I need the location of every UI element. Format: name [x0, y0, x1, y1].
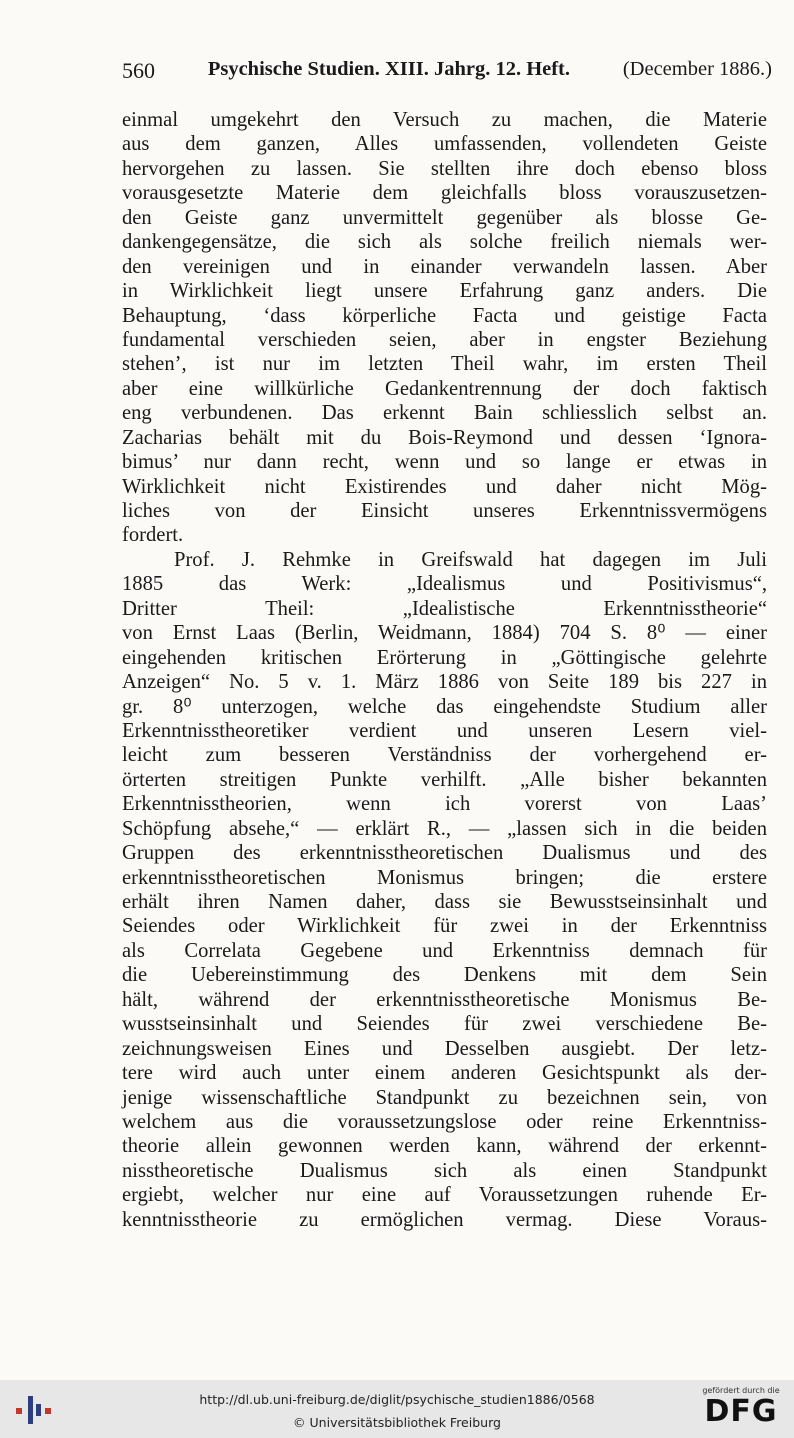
text-line: hervorgehen zu lassen. Sie stellten ihre doch ebenso bloss	[122, 157, 767, 180]
text-line: hält, während der erkenntnisstheoretische Monismus Be-	[122, 988, 767, 1011]
text-line: liches von der Einsicht unseres Erkenntnissvermögens	[122, 500, 767, 522]
text-line: jenige wissenschaftliche Standpunkt zu bezeichnen sein, von	[122, 1086, 767, 1109]
text-line: Gruppen des erkenntnisstheoretischen Dualismus und des	[122, 842, 767, 865]
text-line: als Correlata Gegebene und Erkenntniss demnach für	[122, 939, 767, 962]
text-line: vorausgesetzte Materie dem gleichfalls bloss vorauszusetzen-	[122, 182, 767, 205]
text-line: Dritter Theil: „Idealistische Erkenntnisstheorie“	[122, 597, 767, 620]
text-line: Wirklichkeit nicht Existirendes und daher nicht Mög-	[122, 475, 767, 498]
text-line: eng verbundenen. Das erkennt Bain schliesslich selbst an.	[122, 402, 767, 425]
text-line: den Geiste ganz unvermittelt gegenüber als blosse Ge-	[122, 206, 767, 229]
page-number: 560	[122, 58, 155, 83]
text-line: den vereinigen und in einander verwandeln lassen. Aber	[122, 255, 767, 278]
text-line: von Ernst Laas (Berlin, Weidmann, 1884) 704 S. 8⁰ — einer	[122, 622, 767, 645]
text-line: aus dem ganzen, Alles umfassenden, vollendeten Geiste	[122, 133, 767, 156]
text-line: Seiendes oder Wirklichkeit für zwei in der Erkenntniss	[122, 915, 767, 938]
text-line: wusstseinsinhalt und Seiendes für zwei verschiedene Be-	[122, 1013, 767, 1036]
running-header	[122, 58, 772, 84]
text-line: kenntnisstheorie zu ermöglichen vermag. Diese Voraus-	[122, 1208, 767, 1231]
text-line: fordert.	[122, 524, 184, 547]
text-line: Schöpfung absehe,“ — erklärt R., — „lassen sich in die beiden	[122, 817, 767, 840]
text-line: tere wird auch unter einem anderen Gesichtspunkt als der-	[122, 1062, 767, 1085]
issue-date: (December 1886.)	[622, 58, 772, 80]
dfg-logo: DFG	[704, 1394, 778, 1429]
text-line: örterten streitigen Punkte verhilft. „Alle bisher bekannten	[122, 768, 767, 791]
text-line: Zacharias behält mit du Bois-Reymond und dessen ‘Ignora-	[122, 426, 767, 449]
text-line: aber eine willkürliche Gedankentrennung der doch faktisch	[122, 377, 767, 400]
text-line: die Uebereinstimmung des Denkens mit dem Sein	[122, 964, 767, 987]
text-line: 1885 das Werk: „Idealismus und Positivismus“,	[122, 573, 767, 596]
text-line: erhält ihren Namen daher, dass sie Bewusstseinsinhalt und	[122, 891, 767, 913]
permalink-link[interactable]: http://dl.ub.uni-freiburg.de/diglit/psychische_studien1886/0568	[199, 1392, 595, 1407]
text-line: gr. 8⁰ unterzogen, welche das eingehendste Studium aller	[122, 695, 767, 718]
dfg-funding-badge	[696, 1386, 786, 1434]
text-line: fundamental verschieden seien, aber in engster Beziehung	[122, 328, 767, 351]
text-line: Prof. J. Rehmke in Greifswald hat dagegen im Juli	[174, 548, 767, 571]
copyright-notice: © Universitätsbibliothek Freiburg	[293, 1415, 501, 1430]
text-line: Behauptung, ‘dass körperliche Facta und geistige Facta	[122, 304, 767, 327]
text-line: eingehenden kritischen Erörterung in „Göttingische gelehrte	[122, 646, 767, 669]
text-line: in Wirklichkeit liegt unsere Erfahrung ganz anders. Die	[122, 280, 767, 303]
text-line: ergiebt, welcher nur eine auf Voraussetzungen ruhende Er-	[122, 1184, 767, 1207]
text-line: Erkenntnisstheoretiker verdient und unseren Lesern viel-	[122, 719, 767, 742]
text-line: leicht zum besseren Verständniss der vorhergehend er-	[122, 744, 767, 767]
text-line: Anzeigen“ No. 5 v. 1. März 1886 von Seite 189 bis 227 in	[122, 671, 767, 694]
text-line: stehen’, ist nur im letzten Theil wahr, im ersten Theil	[122, 353, 767, 376]
dfg-caption: gefördert durch die	[702, 1386, 780, 1395]
text-line: bimus’ nur dann recht, wenn und so lange er etwas in	[122, 451, 767, 474]
text-line: theorie allein gewonnen werden kann, während der erkennt-	[122, 1135, 767, 1158]
text-line: Erkenntnisstheorien, wenn ich vorerst von Laas’	[122, 793, 767, 816]
text-line: erkenntnisstheoretischen Monismus bringen; die erstere	[122, 866, 767, 889]
text-line: welchem aus die voraussetzungslose oder reine Erkenntniss-	[122, 1110, 767, 1133]
text-line: nisstheoretische Dualismus sich als einen Standpunkt	[122, 1159, 767, 1182]
body-text	[122, 108, 767, 1232]
journal-title: Psychische Studien. XIII. Jahrg. 12. Heft.	[207, 58, 571, 80]
library-footer	[0, 1380, 794, 1438]
text-line: zeichnungsweisen Eines und Desselben ausgiebt. Der letz-	[122, 1037, 767, 1060]
text-line: einmal umgekehrt den Versuch zu machen, die Materie	[122, 109, 767, 131]
text-line: dankengegensätze, die sich als solche freilich niemals wer-	[122, 231, 767, 254]
